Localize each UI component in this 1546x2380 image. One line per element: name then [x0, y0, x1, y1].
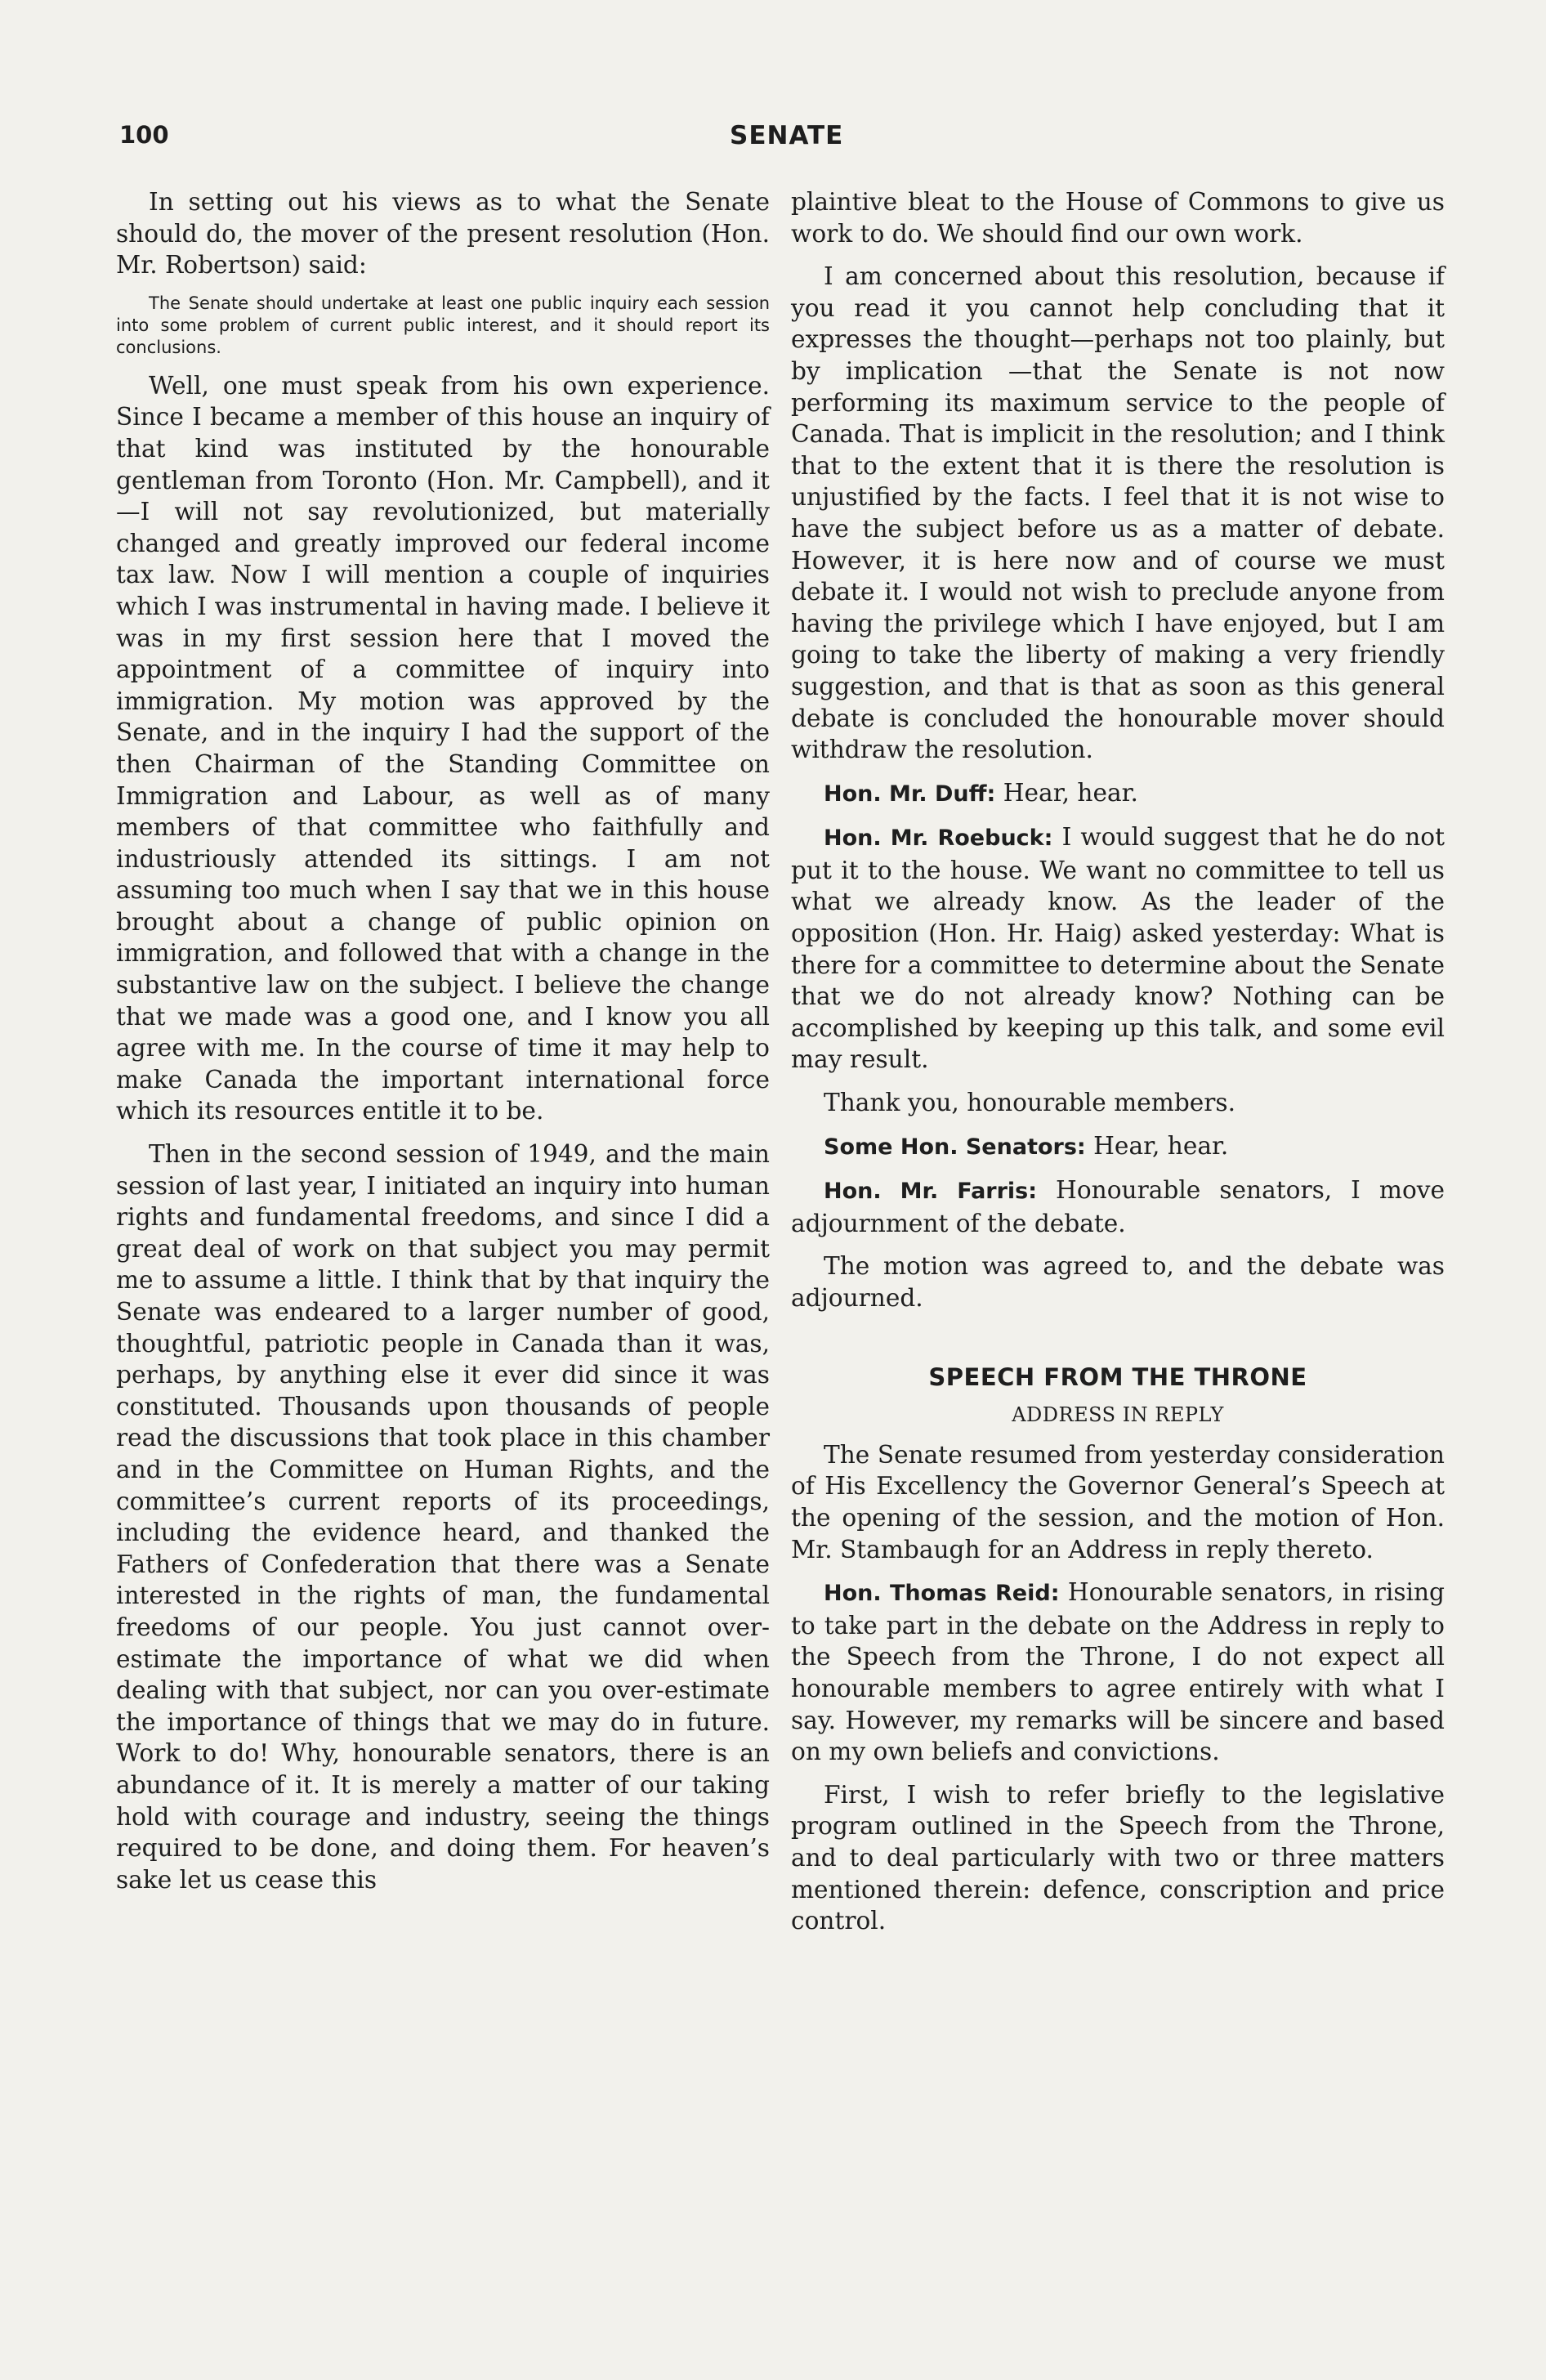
paragraph: I am concerned about this resolution, because if you read it you cannot help concluding that it expresses the thought—perhaps not too plainly, but by implication —that the Senate is not now performing its maximum service to the people of Canada. That is implicit in the resolution; and I think that to the extent that it is there the resolution is unjustified by the facts. I feel that it is not wise to have the subject before us as a matter of debate. However, it is here now and of course we must debate it. I would not wish to preclude anyone from having the privilege which I have enjoyed, but I am going to take the liberty of making a very friendly suggestion, and that is that as soon as this general debate is concluded the honourable mover should withdraw the resolution.: [791, 262, 1445, 764]
speaker-name: Hon. Mr. Farris:: [824, 1179, 1038, 1205]
paragraph: Thank you, honourable members.: [824, 1089, 1236, 1117]
paragraph: Then in the second session of 1949, and the main session of last year, I initiated an inquiry into human rights and fundamental freedoms, and since I did a great deal of work on that subject you may permit me to assume a little. I think that by that inquiry the Senate was endeared to a larger number of good, thoughtful, patriotic people in Canada than it was, perhaps, by anything else it ever did since it was constituted. Thousands upon thousands of people read the discussions that took place in this chamber and in the Committee on Human Rights, and the committee’s current reports of its proceedings, including the evidence heard, and thanked the Fathers of Confederation that there was a Senate interested in the rights of man, the fundamental freedoms of our people. You just cannot over-estimate the importance of what we did when dealing with that subject, nor can you over-estimate the importance of things that we may do in future. Work to do! Why, honourable senators, there is an abundance of it. It is merely a matter of our taking hold with courage and industry, seeing the things required to be done, and doing them. For heaven’s sake let us cease this: [116, 1140, 770, 1894]
speaker-name: Some Hon. Senators:: [824, 1134, 1086, 1160]
paragraph: The Senate resumed from yesterday consideration of His Excellency the Governor General’s Speech at the opening of the session, and the motion of Hon. Mr. Stambaugh for an Address in reply thereto.: [791, 1440, 1445, 1564]
speaker-name: Hon. Mr. Roebuck:: [824, 825, 1053, 852]
speaker-name: Hon. Thomas Reid:: [824, 1581, 1060, 1607]
section-subtitle: ADDRESS IN REPLY: [1012, 1403, 1224, 1427]
speech-text: I would suggest that he do not put it to the house. We want no committee to tell us what we already know. As the leader of the opposition (Hon. Hr. Haig) asked yesterday: What is there for a committee to determine about the Senate that we do not already know? Nothing can be accomplished by keeping up this talk, and some evil may result.: [791, 823, 1445, 1074]
speech-duff: [791, 777, 1445, 811]
paragraph: Well, one must speak from his own experience. Since I became a member of this house an inquiry of that kind was instituted by the honourable gentleman from Toronto (Hon. Mr. Campbell), and it—I will not say revolutionized, but materially changed and greatly improved our federal income tax law. Now I will mention a couple of inquiries which I was instrumental in having made. I believe it was in my first session here that I moved the appointment of a committee of inquiry into immigration. My motion was approved by the Senate, and in the inquiry I had the support of the then Chairman of the Standing Committee on Immigration and Labour, as well as of many members of that committee who faithfully and industriously attended its sittings. I am not assuming too much when I say that we in this house brought about a change of public opinion on immigration, and followed that with a change in the substantive law on the subject. I believe the change that we made was a good one, and I know you all agree with me. In the course of time it may help to make Canada the important international force which its resources entitle it to be.: [116, 371, 770, 1125]
speech-roebuck: [791, 821, 1445, 1076]
page-number: 100: [119, 121, 169, 149]
paragraph: First, I wish to refer briefly to the legislative program outlined in the Speech from the Throne, and to deal particularly with two or three matters mentioned therein: defence, conscription and price control.: [791, 1780, 1445, 1935]
speech-text: Hear, hear.: [1085, 1131, 1229, 1160]
running-head: SENATE: [730, 121, 844, 150]
speech-some-senators: [791, 1130, 1445, 1164]
speaker-name: Hon. Mr. Duff:: [824, 781, 996, 807]
speech-text: Honourable senators, in rising to take part in the debate on the Address in reply to the Speech from the Throne, I do not expect all honourable members to agree entirely with what I say. However, my remarks will be sincere and based on my own beliefs and convictions.: [791, 1578, 1445, 1766]
page-header: [0, 121, 1546, 162]
block-quote: The Senate should undertake at least one public inquiry each session into some problem of current public interest, and it should report its conclusions.: [116, 293, 770, 357]
paragraph: The motion was agreed to, and the debate was adjourned.: [791, 1252, 1445, 1312]
section-title: SPEECH FROM THE THRONE: [928, 1362, 1307, 1391]
speech-text: Honourable senators, I move adjournment of the debate.: [791, 1176, 1445, 1237]
paragraph: In setting out his views as to what the Senate should do, the mover of the present resolution (Hon. Mr. Robertson) said:: [116, 188, 770, 280]
speech-text: Hear, hear.: [995, 778, 1138, 807]
speech-farris: [791, 1174, 1445, 1239]
left-column: [116, 186, 770, 1907]
right-column: [791, 186, 1445, 1948]
speech-reid: [791, 1577, 1445, 1768]
paragraph: plaintive bleat to the House of Commons to give us work to do. We should find our own work.: [791, 188, 1445, 248]
